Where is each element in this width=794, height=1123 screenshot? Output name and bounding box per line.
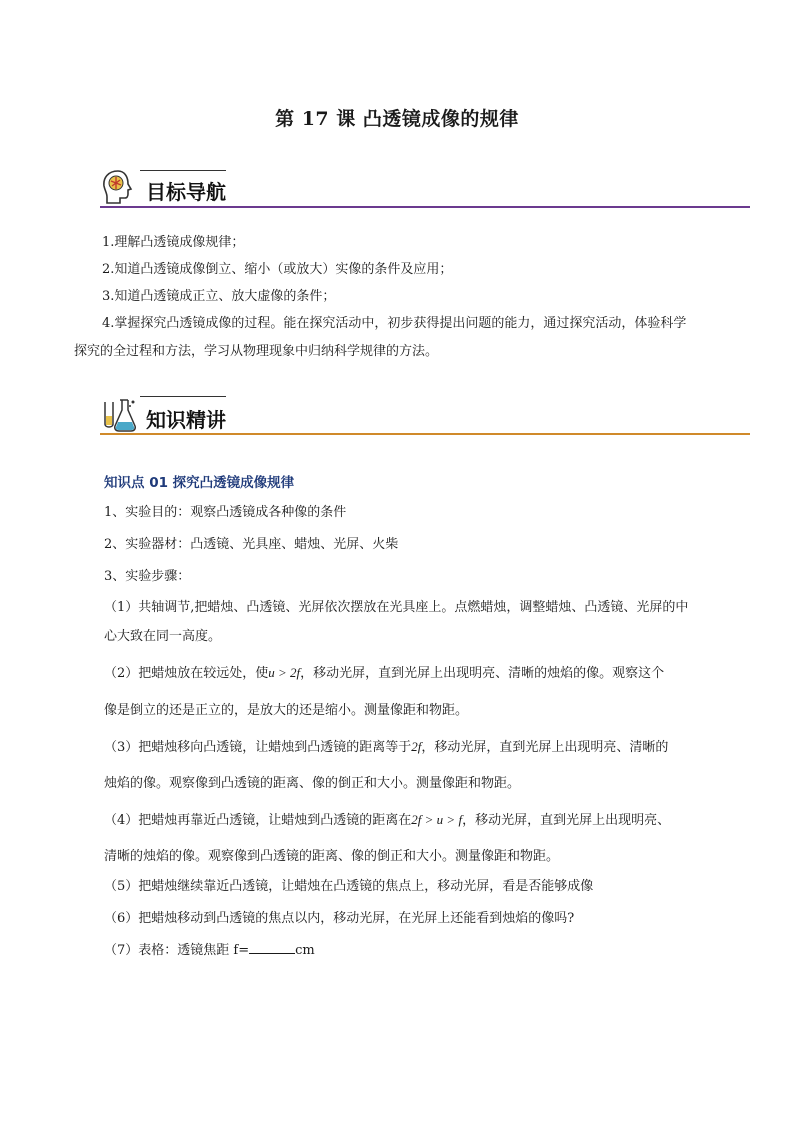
page-title: 第 17 课 凸透镜成像的规律 bbox=[275, 108, 519, 130]
head-brain-icon bbox=[100, 168, 136, 210]
section-knowledge-header bbox=[100, 396, 750, 436]
section-goals-heading: 目标导航 bbox=[146, 180, 226, 204]
step-3-text: ，移动光屏，直到光屏上出现明亮、清晰的 bbox=[421, 740, 669, 755]
goal-item: 4.掌握探究凸透镜成像的过程。能在探究活动中，初步获得提出问题的能力，通过探究活动，体验科学 bbox=[102, 316, 687, 331]
step-2-text: （2）把蜡烛放在较远处，使 bbox=[104, 666, 269, 681]
goal-item: 2.知道凸透镜成像倒立、缩小（或放大）实像的条件及应用； bbox=[102, 262, 453, 277]
math-expression: 2f bbox=[411, 739, 422, 754]
step-2-line2: 像是倒立的还是正立的，是放大的还是缩小。测量像距和物距。 bbox=[104, 703, 469, 718]
section-knowledge-heading: 知识精讲 bbox=[146, 408, 226, 432]
step-7 bbox=[104, 941, 315, 961]
header-topline bbox=[140, 396, 226, 397]
step-3-text: （3）把蜡烛移向凸透镜，让蜡烛到凸透镜的距离等于 bbox=[104, 740, 412, 755]
step-4-text: ，移动光屏，直到光屏上出现明亮、 bbox=[462, 813, 671, 828]
section-goals-rule bbox=[100, 206, 750, 208]
step-3-line2: 烛焰的像。观察像到凸透镜的距离、像的倒正和大小。测量像距和物距。 bbox=[104, 776, 521, 791]
goal-item: 1.理解凸透镜成像规律； bbox=[102, 235, 245, 250]
item-text: 1、实验目的：观察凸透镜成各种像的条件 bbox=[104, 505, 347, 520]
step-6: （6）把蜡烛移动到凸透镜的焦点以内，移动光屏，在光屏上还能看到烛焰的像吗? bbox=[104, 911, 575, 926]
step-7-unit: cm bbox=[295, 943, 315, 958]
step-3-line1 bbox=[104, 737, 668, 758]
goal-item: 探究的全过程和方法，学习从物理现象中归纳科学规律的方法。 bbox=[74, 344, 439, 359]
item-text: 3、实验步骤： bbox=[104, 569, 191, 584]
math-expression: 2f > u > f bbox=[411, 812, 463, 827]
step-2-text: ，移动光屏，直到光屏上出现明亮、清晰的烛焰的像。观察这个 bbox=[300, 666, 665, 681]
step-5: （5）把蜡烛继续靠近凸透镜，让蜡烛在凸透镜的焦点上，移动光屏，看是否能够成像 bbox=[104, 879, 594, 894]
flask-icon bbox=[100, 396, 138, 438]
knowledge-point-title: 知识点 01 探究凸透镜成像规律 bbox=[104, 475, 295, 491]
step-4-line1 bbox=[104, 810, 670, 831]
step-2-line1 bbox=[104, 663, 664, 684]
math-expression: u > 2f bbox=[268, 665, 301, 680]
step-4-line2: 清晰的烛焰的像。观察像到凸透镜的距离、像的倒正和大小。测量像距和物距。 bbox=[104, 849, 560, 864]
step-4-text: （4）把蜡烛再靠近凸透镜，让蜡烛到凸透镜的距离在 bbox=[104, 813, 412, 828]
item-text: 2、实验器材：凸透镜、光具座、蜡烛、光屏、火柴 bbox=[104, 537, 399, 552]
step-1-line2: 心大致在同一高度。 bbox=[104, 629, 222, 644]
step-1-line1: （1）共轴调节,把蜡烛、凸透镜、光屏依次摆放在光具座上。点燃蜡烛，调整蜡烛、凸透镜、光屏的中 bbox=[104, 600, 689, 615]
header-topline bbox=[140, 170, 226, 171]
step-7-text: （7）表格：透镜焦距 f= bbox=[104, 943, 250, 958]
section-knowledge-rule bbox=[100, 433, 750, 435]
goal-item: 3.知道凸透镜成正立、放大虚像的条件； bbox=[102, 289, 336, 304]
fill-in-blank[interactable] bbox=[249, 941, 295, 954]
section-goals-header bbox=[100, 170, 750, 210]
